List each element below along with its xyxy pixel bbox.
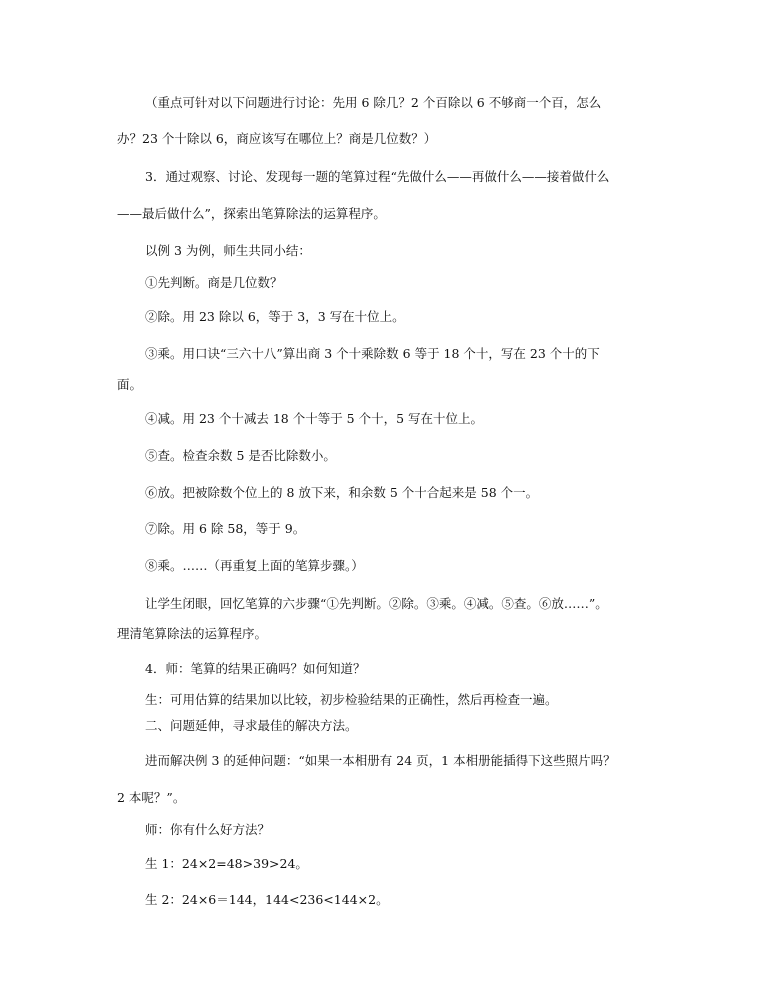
paragraph-line-10: ④减。用 23 个十减去 18 个十等于 5 个十，5 写在十位上。	[145, 411, 484, 426]
paragraph-line-24: 生 2：24×6＝144，144<236<144×2。	[145, 892, 389, 907]
paragraph-line-18: 生：可用估算的结果加以比较，初步检验结果的正确性，然后再检查一遍。	[145, 692, 558, 707]
paragraph-line-2: 办？23 个十除以 6，商应该写在哪位上？商是几位数？）	[117, 131, 437, 146]
paragraph-line-23: 生 1：24×2=48>39>24。	[145, 856, 308, 871]
paragraph-line-6: ①先判断。商是几位数？	[145, 275, 283, 290]
paragraph-line-13: ⑦除。用 6 除 58，等于 9。	[145, 521, 306, 536]
paragraph-line-22: 师：你有什么好方法？	[145, 822, 271, 837]
paragraph-line-8: ③乘。用口诀“三六十八”算出商 3 个十乘除数 6 等于 18 个十，写在 23 个十的下	[145, 346, 600, 361]
section-heading: 二、问题延伸，寻求最佳的解决方法。	[145, 718, 358, 733]
paragraph-line-15: 让学生闭眼，回忆笔算的六步骤“①先判断。②除。③乘。④减。⑤查。⑥放……”。	[145, 596, 608, 611]
paragraph-line-12: ⑥放。把被除数个位上的 8 放下来，和余数 5 个十合起来是 58 个一。	[145, 485, 539, 500]
paragraph-line-7: ②除。用 23 除以 6，等于 3，3 写在十位上。	[145, 309, 405, 324]
paragraph-line-9: 面。	[117, 377, 143, 392]
paragraph-line-20: 进而解决例 3 的延伸问题：“如果一本相册有 24 页，1 本相册能插得下这些照片吗？	[145, 753, 616, 768]
paragraph-line-11: ⑤查。检查余数 5 是否比除数小。	[145, 448, 336, 463]
paragraph-line-4: ——最后做什么”，探索出笔算除法的运算程序。	[117, 206, 386, 221]
paragraph-line-5: 以例 3 为例，师生共同小结：	[145, 243, 311, 258]
paragraph-line-16: 理清笔算除法的运算程序。	[117, 626, 268, 641]
paragraph-line-3: 3．通过观察、讨论、发现每一题的笔算过程“先做什么——再做什么——接着做什么	[145, 169, 610, 184]
paragraph-line-17: 4．师：笔算的结果正确吗？如何知道？	[145, 661, 366, 676]
paragraph-line-21: 2 本呢？”。	[117, 790, 186, 805]
paragraph-line-1: （重点可针对以下问题进行讨论：先用 6 除几？2 个百除以 6 不够商一个百，怎么	[145, 95, 602, 110]
paragraph-line-14: ⑧乘。……（再重复上面的笔算步骤。）	[145, 558, 364, 573]
